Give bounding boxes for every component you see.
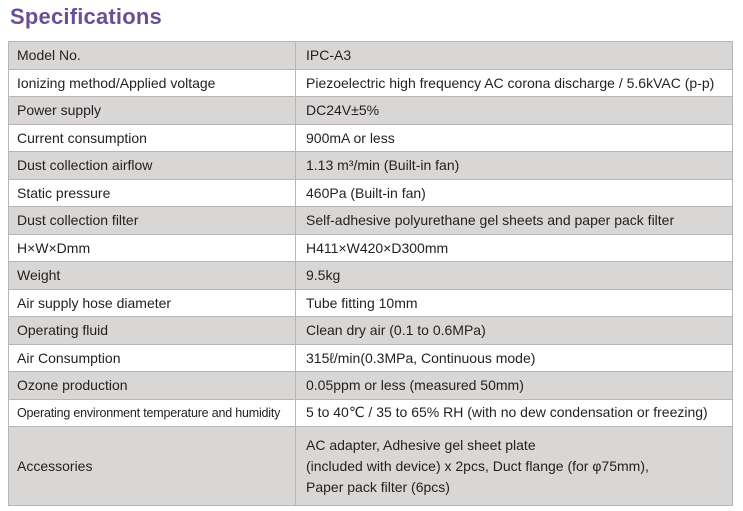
- accessories-line: Paper pack filter (6pcs): [306, 478, 450, 495]
- row-value: 1.13 m³/min (Built-in fan): [296, 152, 733, 180]
- table-row: [9, 97, 733, 125]
- row-label: Ozone production: [9, 372, 296, 400]
- row-value-multiline: [296, 427, 733, 506]
- row-value: Self-adhesive polyurethane gel sheets and paper pack filter: [296, 207, 733, 235]
- table-row: [9, 427, 733, 506]
- row-value: Clean dry air (0.1 to 0.6MPa): [296, 317, 733, 345]
- table-row: [9, 289, 733, 317]
- row-label: Accessories: [9, 427, 296, 506]
- table-row: [9, 179, 733, 207]
- row-value: 900mA or less: [296, 124, 733, 152]
- row-label: Air supply hose diameter: [9, 289, 296, 317]
- row-label: Operating fluid: [9, 317, 296, 345]
- table-row: [9, 317, 733, 345]
- row-label: Power supply: [9, 97, 296, 125]
- table-row: [9, 234, 733, 262]
- row-label: Static pressure: [9, 179, 296, 207]
- accessories-line: (included with device) x 2pcs, Duct flange (for φ75mm),: [306, 457, 649, 474]
- table-row: [9, 42, 733, 70]
- table-row: [9, 124, 733, 152]
- row-label: Dust collection airflow: [9, 152, 296, 180]
- row-label: Air Consumption: [9, 344, 296, 372]
- table-row: [9, 399, 733, 427]
- row-label: Ionizing method/Applied voltage: [9, 69, 296, 97]
- row-value: Piezoelectric high frequency AC corona discharge / 5.6kVAC (p-p): [296, 69, 733, 97]
- row-label: Dust collection filter: [9, 207, 296, 235]
- table-row: [9, 69, 733, 97]
- row-value: DC24V±5%: [296, 97, 733, 125]
- table-row: [9, 207, 733, 235]
- table-row: [9, 262, 733, 290]
- row-value: 9.5kg: [296, 262, 733, 290]
- row-label: Operating environment temperature and humidity: [9, 399, 296, 427]
- row-label: H×W×Dmm: [9, 234, 296, 262]
- table-row: [9, 372, 733, 400]
- accessories-line: AC adapter, Adhesive gel sheet plate: [306, 436, 536, 453]
- row-label: Model No.: [9, 42, 296, 70]
- specifications-table: [8, 41, 733, 506]
- row-value: 0.05ppm or less (measured 50mm): [296, 372, 733, 400]
- row-label: Current consumption: [9, 124, 296, 152]
- row-value: 5 to 40℃ / 35 to 65% RH (with no dew condensation or freezing): [296, 399, 733, 427]
- row-value: 460Pa (Built-in fan): [296, 179, 733, 207]
- page-title: Specifications: [10, 4, 162, 29]
- row-value: 315ℓ/min(0.3MPa, Continuous mode): [296, 344, 733, 372]
- row-value: IPC-A3: [296, 42, 733, 70]
- table-row: [9, 152, 733, 180]
- row-value: Tube fitting 10mm: [296, 289, 733, 317]
- table-row: [9, 344, 733, 372]
- row-value: H411×W420×D300mm: [296, 234, 733, 262]
- row-label: Weight: [9, 262, 296, 290]
